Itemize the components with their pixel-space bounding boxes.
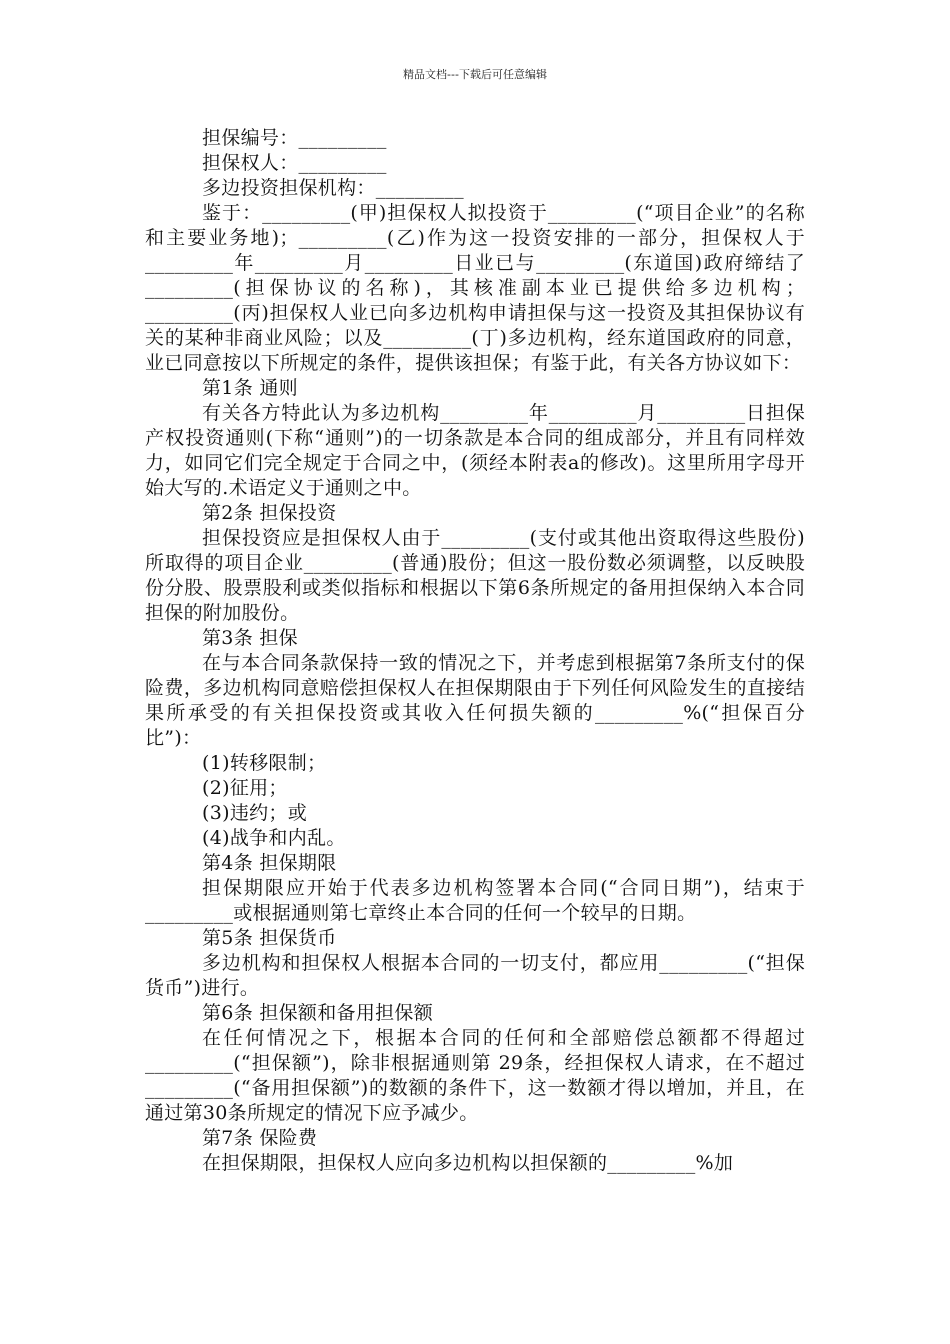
article-5-text: 多边机构和担保权人根据本合同的一切支付，都应用_________(“担保货币”)进行。 xyxy=(145,952,805,999)
article-3-text: 在与本合同条款保持一致的情况之下，并考虑到根据第7条所支付的保险费，多边机构同意赔偿担保权人在担保期限由于下列任何风险发生的直接结果所承受的有关担保投资或其收入任何损失额的_________%(“担保百分比”)： xyxy=(145,652,805,749)
miga-line: 多边投资担保机构：_________ xyxy=(202,177,464,199)
article-2-heading: 第2条 担保投资 xyxy=(202,502,337,524)
article-1-text: 有关各方特此认为多边机构_________年_________月_________日担保产权投资通则(下称“通则”)的一切条款是本合同的组成部分，并且有同样效力，如同它们完全规定于合同之中，(须经本附表a的修改)。这里所用字母开始大写的.术语定义于通则之中。 xyxy=(145,402,805,499)
article-5-heading: 第5条 担保货币 xyxy=(202,927,337,949)
article-2-text: 担保投资应是担保权人由于_________(支付或其他出资取得这些股份)所取得的项目企业_________(普通)股份；但这一股份数必须调整，以反映股份分股、股票股利或类似指标和根据以下第6条所规定的备用担保纳入本合同担保的附加股份。 xyxy=(145,527,805,624)
guarantee-number: 担保编号：_________ xyxy=(202,127,387,149)
article-7-text: 在担保期限，担保权人应向多边机构以担保额的_________%加 xyxy=(202,1152,734,1174)
article-4-heading: 第4条 担保期限 xyxy=(202,852,337,874)
page-header: 精品文档---下载后可任意编辑 xyxy=(403,68,547,81)
article-4-text: 担保期限应开始于代表多边机构签署本合同(“合同日期”)，结束于_________或根据通则第七章终止本合同的任何一个较早的日期。 xyxy=(145,877,805,924)
recitals-paragraph: 鉴于：_________(甲)担保权人拟投资于_________(“项目企业”的名称和主要业务地)；_________(乙)作为这一投资安排的一部分，担保权人于_________年_________月_________日业已与_________(东道国)政府缔结了_________(担保协议的名称)，其核准副本业已提供给多边机构；_________(丙)担保权人业已向多边机构申请担保与这一投资及其担保协议有关的某种非商业风险；以及_________(丁)多边机构，经东道国政府的同意，业已同意按以下所规定的条件，提供该担保；有鉴于此，有关各方协议如下： xyxy=(145,202,805,374)
risk-item-1: (1)转移限制； xyxy=(202,752,327,774)
article-3-heading: 第3条 担保 xyxy=(202,627,298,649)
article-6-text: 在任何情况之下，根据本合同的任何和全部赔偿总额都不得超过_________(“担保额”)，除非根据通则第 29条，经担保权人请求，在不超过_________(“备用担保额”)的数额的条件下，这一数额才得以增加，并且，在通过第30条所规定的情况下应予减少。 xyxy=(145,1027,805,1124)
risk-item-2: (2)征用； xyxy=(202,777,288,799)
risk-item-3: (3)违约；或 xyxy=(202,802,308,824)
risk-item-4: (4)战争和内乱。 xyxy=(202,827,346,849)
article-1-heading: 第1条 通则 xyxy=(202,377,298,399)
document-body xyxy=(145,126,805,1176)
guarantee-holder: 担保权人：_________ xyxy=(202,152,387,174)
article-7-heading: 第7条 保险费 xyxy=(202,1127,318,1149)
article-6-heading: 第6条 担保额和备用担保额 xyxy=(202,1002,434,1024)
